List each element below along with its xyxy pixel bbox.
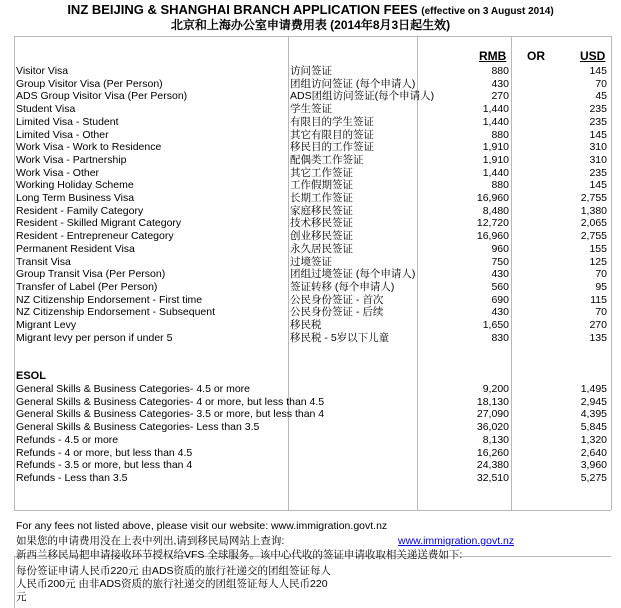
- rmb-amount: 1,440: [482, 103, 509, 116]
- rmb-amount: 1,910: [482, 141, 509, 154]
- fee-name-chinese: 其它工作签证: [290, 166, 353, 179]
- fee-name-chinese: 永久居民签证: [290, 242, 353, 255]
- rmb-amount: 880: [491, 179, 509, 192]
- fee-name-chinese: 创业移民签证: [290, 230, 353, 243]
- fee-name: Visitor Visa: [16, 65, 69, 77]
- footer-english-note: For any fees not listed above, please visit our website: www.immigration.govt.nz: [16, 520, 388, 532]
- fee-name: NZ Citizenship Endorsement - First time: [16, 293, 203, 306]
- rmb-amount: 24,380: [476, 459, 509, 472]
- rmb-amount: 430: [491, 306, 509, 319]
- fee-name: Limited Visa - Student: [16, 115, 119, 128]
- fee-name-chinese: 移民税 - 5岁以下儿童: [290, 331, 390, 344]
- rmb-amount: 1,440: [482, 166, 509, 179]
- usd-amount: 2,945: [580, 395, 607, 408]
- usd-amount: 3,960: [580, 459, 607, 472]
- page-title: [0, 2, 621, 19]
- usd-amount: 2,755: [580, 192, 607, 204]
- or-column-header: OR: [527, 49, 545, 63]
- fee-name: Work Visa - Partnership: [16, 153, 127, 166]
- usd-amount: 2,065: [580, 217, 607, 230]
- fee-name: NZ Citizenship Endorsement - Subsequent: [16, 306, 216, 319]
- usd-amount: 70: [595, 268, 607, 281]
- fee-name-chinese: 长期工作签证: [290, 192, 353, 204]
- usd-amount: 145: [589, 128, 607, 141]
- fee-name: Long Term Business Visa: [16, 192, 135, 204]
- table-row: [0, 167, 621, 179]
- fee-name: Migrant levy per person if under 5: [16, 331, 173, 344]
- usd-amount: 70: [595, 77, 607, 90]
- rmb-amount: 1,910: [482, 153, 509, 166]
- table-row: [0, 472, 621, 484]
- usd-amount: 155: [589, 242, 607, 255]
- usd-amount: 5,845: [580, 421, 607, 434]
- fee-name: Transit Visa: [16, 255, 71, 268]
- usd-amount: 5,275: [580, 471, 607, 484]
- fee-name: Limited Visa - Other: [16, 128, 109, 141]
- rmb-amount: 8,480: [482, 204, 509, 217]
- rmb-amount: 8,130: [482, 433, 509, 446]
- table-row: [0, 408, 621, 420]
- table-row: [0, 383, 621, 395]
- fee-name-chinese: 过境签证: [290, 255, 332, 268]
- table-row: [0, 141, 621, 153]
- fee-name: Refunds - Less than 3.5: [16, 471, 128, 484]
- rmb-amount: 690: [491, 293, 509, 306]
- usd-amount: 4,395: [580, 408, 607, 421]
- fee-name: Group Transit Visa (Per Person): [16, 268, 166, 281]
- fee-name-chinese: 家庭移民签证: [290, 204, 353, 217]
- usd-amount: 45: [595, 90, 607, 103]
- usd-amount: 235: [589, 103, 607, 116]
- rmb-amount: 430: [491, 268, 509, 281]
- fee-name: Work Visa - Other: [16, 166, 100, 179]
- grid-line: [14, 36, 611, 37]
- fee-name: Work Visa - Work to Residence: [16, 141, 162, 154]
- usd-amount: 1,380: [580, 204, 607, 217]
- page-title-english: INZ BEIJING & SHANGHAI BRANCH APPLICATION FEES: [67, 2, 418, 17]
- table-row: [0, 205, 621, 217]
- usd-amount: 2,640: [580, 446, 607, 459]
- fee-name-chinese: 其它有限目的签证: [290, 128, 374, 141]
- table-row: [0, 103, 621, 115]
- fee-name: Transfer of Label (Per Person): [16, 280, 158, 293]
- table-row: [0, 306, 621, 318]
- rmb-amount: 880: [491, 128, 509, 141]
- fee-name-chinese: 团组访问签证 (每个申请人): [290, 77, 416, 90]
- fee-name: General Skills & Business Categories- Less than 3.5: [16, 421, 260, 434]
- table-row: [0, 421, 621, 433]
- fee-name-chinese: 公民身份签证 - 后续: [290, 306, 384, 319]
- table-row: [0, 294, 621, 306]
- footer-vfs-note: 新西兰移民局把申请接收环节授权给VFS 全球服务。该中心代收的签证申请收取相关递送费如下:: [16, 549, 463, 561]
- fee-name: Permanent Resident Visa: [16, 242, 135, 255]
- rmb-amount: 880: [491, 65, 509, 77]
- table-row: [0, 332, 621, 344]
- rmb-amount: 830: [491, 331, 509, 344]
- effective-date: (effective on 3 August 2014): [421, 6, 554, 17]
- usd-amount: 145: [589, 179, 607, 192]
- rmb-amount: 560: [491, 280, 509, 293]
- fee-name: Refunds - 4 or more, but less than 4.5: [16, 446, 193, 459]
- esol-title: ESOL: [16, 370, 46, 382]
- fee-name: Resident - Skilled Migrant Category: [16, 217, 182, 230]
- rmb-amount: 1,440: [482, 115, 509, 128]
- table-row: [0, 129, 621, 141]
- fee-name-chinese: 有限目的学生签证: [290, 115, 374, 128]
- rmb-column-header: RMB: [479, 49, 507, 63]
- fee-name-chinese: 移民目的工作签证: [290, 141, 374, 154]
- vfs-fee-line-1: 每份签证申请人民币220元 由ADS资质的旅行社递交的团组签证每人: [16, 565, 332, 577]
- rmb-amount: 16,260: [476, 446, 509, 459]
- table-row: [0, 256, 621, 268]
- table-row: [0, 459, 621, 471]
- grid-line: [14, 510, 611, 511]
- vfs-fee-line-3: 元: [16, 591, 27, 603]
- fee-name: General Skills & Business Categories- 3.5 or more, but less than 4: [16, 408, 325, 421]
- usd-amount: 310: [589, 153, 607, 166]
- rmb-amount: 1,650: [482, 319, 509, 331]
- fee-name-chinese: 工作假期签证: [290, 179, 353, 192]
- fee-name: General Skills & Business Categories- 4.5 or more: [16, 383, 251, 395]
- usd-amount: 125: [589, 255, 607, 268]
- table-row: [0, 192, 621, 204]
- usd-amount: 235: [589, 115, 607, 128]
- fee-name: Refunds - 3.5 or more, but less than 4: [16, 459, 193, 472]
- fee-name-chinese: 签证转移 (每个申请人): [290, 280, 395, 293]
- usd-amount: 235: [589, 166, 607, 179]
- usd-amount: 1,495: [580, 383, 607, 395]
- rmb-amount: 960: [491, 242, 509, 255]
- rmb-amount: 18,130: [476, 395, 509, 408]
- fee-name: Migrant Levy: [16, 319, 77, 331]
- usd-amount: 270: [589, 319, 607, 331]
- rmb-amount: 12,720: [476, 217, 509, 230]
- table-row: [0, 78, 621, 90]
- fee-name: Working Holiday Scheme: [16, 179, 134, 192]
- table-row: [0, 230, 621, 242]
- table-row: [0, 268, 621, 280]
- fee-name-chinese: ADS团组访问签证(每个申请人): [290, 90, 435, 103]
- usd-amount: 310: [589, 141, 607, 154]
- rmb-amount: 9,200: [482, 383, 509, 395]
- fee-name: Resident - Family Category: [16, 204, 144, 217]
- table-row: [0, 281, 621, 293]
- fee-name-chinese: 团组过境签证 (每个申请人): [290, 268, 416, 281]
- usd-amount: 2,755: [580, 230, 607, 243]
- fee-name-chinese: 移民税: [290, 319, 322, 331]
- table-row: [0, 447, 621, 459]
- rmb-amount: 32,510: [476, 471, 509, 484]
- fee-name-chinese: 访问签证: [290, 65, 332, 77]
- usd-amount: 95: [595, 280, 607, 293]
- grid-line: [14, 556, 15, 608]
- table-row: [0, 217, 621, 229]
- table-row: [0, 179, 621, 191]
- fee-name: Resident - Entrepreneur Category: [16, 230, 174, 243]
- table-row: [0, 243, 621, 255]
- usd-amount: 135: [589, 331, 607, 344]
- table-row: [0, 154, 621, 166]
- table-row: [0, 434, 621, 446]
- rmb-amount: 16,960: [476, 192, 509, 204]
- rmb-amount: 430: [491, 77, 509, 90]
- table-row: [0, 116, 621, 128]
- table-row: [0, 90, 621, 102]
- rmb-amount: 270: [491, 90, 509, 103]
- rmb-amount: 16,960: [476, 230, 509, 243]
- table-row: [0, 319, 621, 331]
- fee-name: Refunds - 4.5 or more: [16, 433, 119, 446]
- footer-chinese-note: 如果您的申请费用没在上表中列出,请到移民局网站上查询:: [16, 535, 285, 547]
- usd-amount: 145: [589, 65, 607, 77]
- fee-name-chinese: 配偶类工作签证: [290, 153, 364, 166]
- fee-name-chinese: 学生签证: [290, 103, 332, 116]
- usd-amount: 70: [595, 306, 607, 319]
- table-row: [0, 65, 621, 77]
- fee-name: Student Visa: [16, 103, 76, 116]
- fee-name-chinese: 技术移民签证: [290, 217, 353, 230]
- usd-amount: 1,320: [580, 433, 607, 446]
- rmb-amount: 36,020: [476, 421, 509, 434]
- rmb-amount: 27,090: [476, 408, 509, 421]
- fee-name: ADS Group Visitor Visa (Per Person): [16, 90, 188, 103]
- usd-column-header: USD: [580, 49, 606, 63]
- usd-amount: 115: [590, 293, 607, 306]
- page-title-chinese: 北京和上海办公室申请费用表 (2014年8月3日起生效): [170, 18, 451, 32]
- vfs-fee-line-2: 人民币200元 由非ADS资质的旅行社递交的团组签证每人人民币220: [16, 578, 328, 590]
- fee-name-chinese: 公民身份签证 - 首次: [290, 293, 384, 306]
- immigration-website-link[interactable]: www.immigration.govt.nz: [398, 535, 515, 547]
- fee-name: General Skills & Business Categories- 4 or more, but less than 4.5: [16, 395, 325, 408]
- fee-name: Group Visitor Visa (Per Person): [16, 77, 163, 90]
- rmb-amount: 750: [491, 255, 509, 268]
- table-row: [0, 396, 621, 408]
